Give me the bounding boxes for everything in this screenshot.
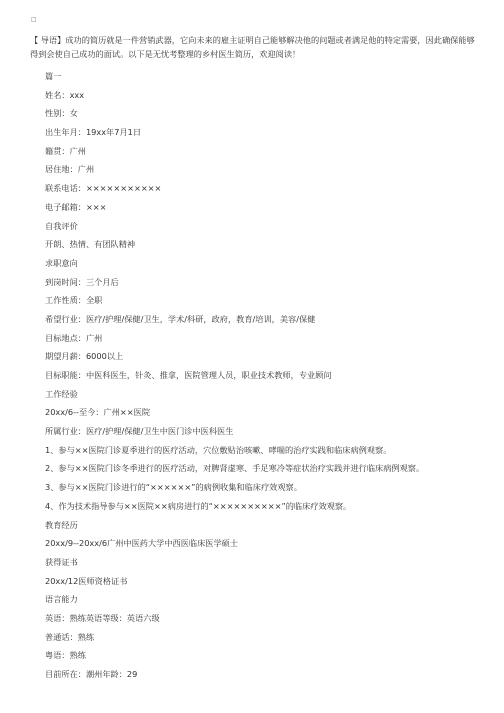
resume-line: 电子邮箱：××× <box>45 201 107 212</box>
resume-line: 工作性质：全职 <box>45 295 103 306</box>
header-mark: □ <box>31 16 37 23</box>
resume-line: 普通话：熟练 <box>45 631 95 642</box>
resume-line: 获得证书 <box>45 556 78 567</box>
resume-line: 20xx/6--至今：广州××医院 <box>45 407 151 418</box>
resume-line: 粤语：熟练 <box>45 650 86 661</box>
resume-line: 语言能力 <box>45 594 78 605</box>
intro-paragraph: 【 导语】成功的简历就是一件营销武器，它向未来的雇主证明自己能够解决他的问题或者满足他的特定需要，因此确保能够得到会使自己成功的面试。以下是无忧考整理的乡村医生简历，欢迎阅读！ <box>30 35 475 59</box>
resume-line: 工作经验 <box>45 388 78 399</box>
resume-line: 20xx/12医师资格证书 <box>45 575 128 586</box>
resume-line: 居住地：广州 <box>45 164 95 175</box>
resume-line: 联系电话：××××××××××× <box>45 183 162 194</box>
resume-line: 开朗、热情、有团队精神 <box>45 239 136 250</box>
resume-line: 籍贯：广州 <box>45 145 86 156</box>
resume-line: 20xx/9--20xx/6广州中医药大学中西医临床医学硕士 <box>45 538 239 549</box>
resume-line: 希望行业：医疗/护理/保健/卫生，学术/科研，政府，教育/培训，美容/保健 <box>45 313 316 324</box>
resume-line: 目前所在：潮州年龄：29 <box>45 669 138 679</box>
resume-line: 期望月薪：6000以上 <box>45 351 124 362</box>
resume-line: 所属行业：医疗/护理/保健/卫生中医门诊中医科医生 <box>45 426 234 437</box>
resume-line: 出生年月：19xx年7月1日 <box>45 127 142 138</box>
resume-line: 目标地点：广州 <box>45 332 103 343</box>
resume-line: 篇一 <box>45 71 62 81</box>
resume-line: 2、参与××医院门诊冬季进行的医疗活动，对脾肾虚寒、手足寒冷等症状治疗实践并进行临床病例观察。 <box>45 463 425 474</box>
resume-line: 教育经历 <box>45 519 78 530</box>
resume-line: 求职意向 <box>45 257 78 268</box>
resume-line: 到岗时间：三个月后 <box>45 276 119 287</box>
resume-line: 4、作为技术指导参与××医院××病房进行的“××××××××××”的临床疗效观察。 <box>45 500 352 511</box>
resume-line: 目标职能：中医科医生，针灸、推拿，医院管理人员，职业技术教师，专业顾问 <box>45 370 332 380</box>
resume-line: 英语：熟练英语等级：英语六级 <box>45 612 160 623</box>
resume-line: 1、参与××医院门诊夏季进行的医疗活动，穴位敷贴治咳嗽、哮喘的治疗实践和临床病例观察。 <box>45 444 392 455</box>
resume-lines <box>45 67 485 684</box>
resume-line: 3、参与××医院门诊进行的“××××××”的病例收集和临床疗效观察。 <box>45 482 302 493</box>
resume-line: 自我评价 <box>45 220 78 231</box>
resume-line: 性别：女 <box>45 108 78 119</box>
resume-line: 姓名：xxx <box>45 89 85 100</box>
